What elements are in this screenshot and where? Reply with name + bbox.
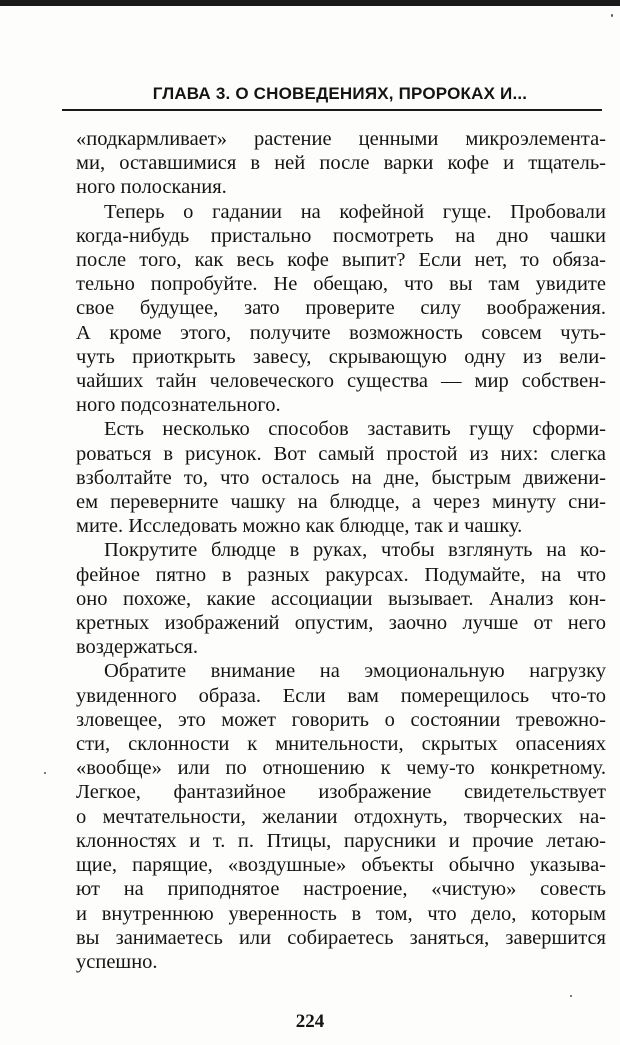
text-line: А кроме этого, получите возможность совсем чуть- (76, 321, 606, 344)
text-line: сти, склонности к мнительности, скрытых опасениях (76, 733, 606, 756)
text-line: после того, как весь кофе выпит? Если нет, то обяза- (76, 249, 606, 272)
text-line: «вообще» или по отношению к чему-то конкретному. (76, 757, 606, 780)
text-line: взболтайте то, что осталось на дне, быстрым движени- (76, 466, 606, 489)
text-line: и внутреннюю уверенность в том, что дело, которым (76, 902, 606, 925)
text-line: кретных изображений опустим, заочно лучше от него (76, 612, 606, 635)
text-line: Обратите внимание на эмоциональную нагрузку (104, 660, 606, 683)
text-line: о мечтательности, желании отдохнуть, творческих на- (76, 805, 606, 828)
scan-speck (570, 995, 572, 997)
text-line: тельно попробуйте. Не обещаю, что вы там увидите (76, 273, 606, 296)
paragraph (76, 200, 606, 418)
paragraph (76, 127, 606, 200)
text-line: «подкармливает» растение ценными микроэлемента- (76, 128, 606, 150)
text-line: ми, оставшимися в ней после варки кофе и тщатель- (76, 152, 606, 175)
text-line: ного полоскания. (76, 176, 227, 199)
running-head: ГЛАВА 3. О СНОВЕДЕНИЯХ, ПРОРОКАХ И... (152, 84, 528, 103)
header-rule (62, 109, 602, 111)
text-line: вы занимаетесь или собираетесь заняться, завершится (76, 926, 606, 949)
text-line: увиденного образа. Если вам померещилось что-то (76, 684, 606, 707)
paragraph (76, 659, 606, 974)
body-text (76, 127, 606, 974)
text-line: Теперь о гадании на кофейной гуще. Пробовали (104, 200, 606, 223)
scan-speck (611, 14, 613, 17)
text-line: мите. Исследовать можно как блюдце, так и чашку. (76, 515, 523, 538)
text-line: успешно. (76, 950, 158, 973)
text-line: зловещее, это может говорить о состоянии тревожно- (76, 708, 606, 731)
text-line: ем переверните чашку на блюдце, а через минуту сни- (76, 491, 606, 514)
text-line: клонностях и т. п. Птицы, парусники и прочие летаю- (76, 829, 606, 852)
text-line: щие, парящие, «воздушные» объекты обычно указыва- (76, 854, 606, 877)
paragraph (76, 538, 606, 659)
text-line: роваться в рисунок. Вот самый простой из них: слегка (76, 442, 606, 465)
text-line: ют на приподнятое настроение, «чистую» совесть (76, 878, 606, 901)
text-line: чуть приоткрыть завесу, скрывающую одну из вели- (76, 345, 606, 368)
text-line: чайших тайн человеческого существа — мир собствен- (76, 370, 606, 393)
scan-speck (44, 772, 46, 774)
paragraph (76, 417, 606, 538)
text-line: свое будущее, зато проверите силу воображения. (76, 297, 606, 320)
text-line: оно похоже, какие ассоциации вызывает. Анализ кон- (76, 587, 606, 610)
page-number: 224 (295, 1011, 325, 1032)
text-line: ного подсознательного. (76, 394, 281, 417)
text-line: Покрутите блюдце в руках, чтобы взглянуть на ко- (104, 539, 606, 562)
page-top-edge (0, 0, 620, 6)
text-line: когда-нибудь пристально посмотреть на дно чашки (76, 224, 606, 247)
text-line: воздержаться. (76, 636, 198, 659)
text-line: Есть несколько способов заставить гущу сформи- (104, 418, 606, 441)
text-line: фейное пятно в разных ракурсах. Подумайте, на что (76, 563, 606, 586)
text-line: Легкое, фантазийное изображение свидетельствует (76, 781, 606, 804)
